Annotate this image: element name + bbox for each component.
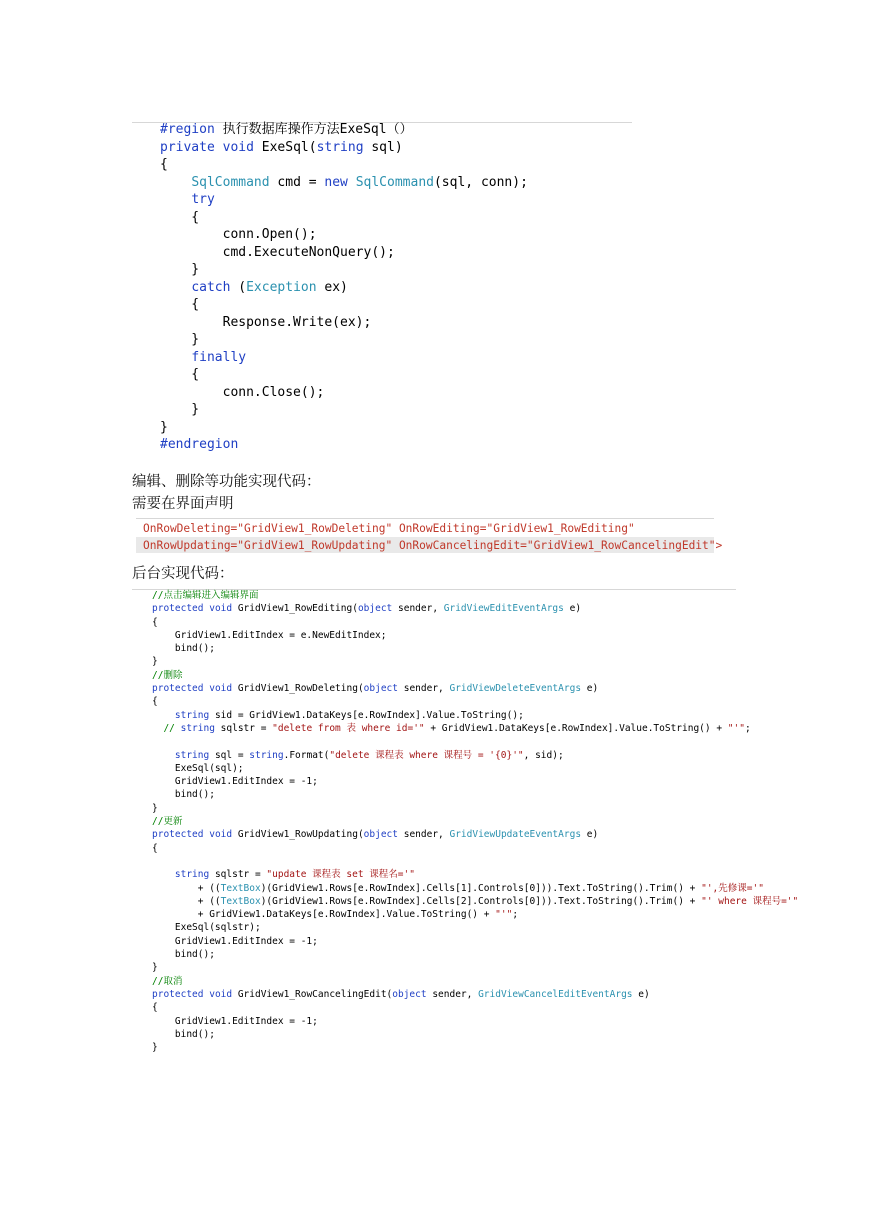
code-token: { [152,696,158,708]
code-token: } [160,332,200,347]
code-line [152,842,798,855]
code-token: protected [152,829,204,841]
code-line [152,629,798,642]
code-line [152,589,798,602]
code-line [152,895,798,908]
code-token [215,140,223,155]
code-line [160,261,528,279]
code-token: //更新 [152,816,183,828]
code-token: } [152,656,158,668]
code-line [152,988,798,1001]
code-line [152,655,798,668]
code-token: sid = GridView1.DataKeys[e.RowIndex].Value.ToString(); [209,709,524,721]
code-token: { [160,297,200,312]
code-token: bind(); [152,1028,215,1040]
code-line [152,1001,798,1014]
code-token: GridViewUpdateEventArgs [449,829,582,841]
code-token: TextBox [220,895,261,907]
code-token: sql = [209,749,250,761]
code-line [152,669,798,682]
code-token: GridView1.EditIndex = -1; [152,935,318,947]
code-line [160,191,528,209]
code-line [152,695,798,708]
code-token: bind(); [152,643,215,655]
code-line [160,279,528,297]
code-line [160,156,528,174]
code-line [160,331,528,349]
code-line [152,602,798,615]
code-line [152,802,798,815]
code-line [152,828,798,841]
code-token: ; [744,722,751,734]
code-token: string [180,722,215,734]
code-token: OnRowUpdating="GridView1_RowUpdating" OnRowCancelingEdit="GridView1_RowCancelingEdit"> [143,539,723,552]
code-token: ex) [316,279,348,295]
code-token [160,280,191,295]
code-token: sender, [426,988,479,1000]
code-token: )(GridView1.Rows[e.RowIndex].Cells[1].Controls[0])).Text.ToString().Trim() + [260,882,702,894]
code-token: sender, [398,829,450,841]
code-token: } [160,419,168,435]
code-token: "'" [727,722,745,734]
code-line [152,935,798,948]
code-token: } [160,262,200,277]
code-token: // [152,722,181,734]
code-token: sender, [398,683,450,695]
code-token: "delete 课程表 where 课程号 = '{0}'" [329,749,524,761]
code-line [152,975,798,988]
code-token: finally [191,349,247,365]
code-token: GridView1_RowEditing( [232,603,358,615]
code-token: GridViewCancelEditEventArgs [478,988,633,1000]
code-token: } [160,402,200,417]
code-token: protected [152,988,204,1000]
code-token: SqlCommand [355,174,434,190]
code-token: try [191,192,215,207]
code-token: "',先修课='" [701,882,764,894]
code-token: (sql, conn); [433,174,528,190]
code-token: private [160,139,215,155]
code-token [160,192,191,207]
code-token: GridView1.EditIndex = -1; [152,1015,318,1027]
code-line [160,384,528,402]
code-line [152,749,798,762]
code-token: { [152,1002,158,1014]
code-token: "delete from 表 where id='" [272,722,425,734]
code-token: ExeSql( [253,139,317,155]
code-token: ExeSql(sqlstr); [152,922,261,934]
code-token: string [174,749,210,761]
code-line [152,616,798,629]
code-line [160,401,528,419]
code-token: string [249,749,284,761]
code-token: } [152,962,158,974]
code-token: GridViewDeleteEventArgs [449,683,582,695]
code-line [152,735,798,748]
code-token: + GridView1.DataKeys[e.RowIndex].Value.ToString() + [424,722,728,734]
code-line [160,174,528,192]
code-token: sqlstr = [214,722,273,734]
code-line [152,682,798,695]
code-token [152,750,175,761]
code-line [152,961,798,974]
code-line [160,436,528,454]
prose-line-edit-delete: 编辑、删除等功能实现代码： [132,474,321,490]
code-token: Response.Write(ex); [160,314,372,330]
code-token: OnRowDeleting="GridView1_RowDeleting" OnRowEditing="GridView1_RowEditing" [143,522,635,535]
code-token: GridView1_RowDeleting( [232,683,364,695]
code-token: GridView1.EditIndex = e.NewEditIndex; [152,629,387,641]
code-token: Exception [246,279,317,295]
code-token [160,350,191,365]
code-token: { [160,209,200,225]
code-line [160,366,528,384]
code-token: #endregion [160,437,239,452]
code-token: protected [152,603,204,615]
code-token: GridView1_RowCancelingEdit( [232,988,393,1000]
code-token: e) [563,603,582,615]
code-line [152,1015,798,1028]
code-token: conn.Close(); [160,384,325,400]
code-line [152,908,798,921]
code-line [152,868,798,881]
code-token: { [160,367,200,382]
code-token: string [174,869,210,881]
code-token: object [357,603,393,615]
code-token: + (( [152,882,221,894]
code-token: e) [581,683,599,695]
code-token: object [392,988,427,1000]
code-token: "'" [495,909,513,921]
code-line [160,244,528,262]
code-token: GridView1_RowUpdating( [232,829,364,841]
code-line [160,121,528,139]
code-token: GridViewEditEventArgs [443,603,564,615]
code-token: e) [632,988,650,1000]
code-token: , sid); [523,749,564,761]
code-token: void [209,603,233,615]
code-token: ( [230,279,247,295]
code-token: sql) [363,139,403,155]
code-line [152,882,798,895]
code-block-exesql [160,121,528,454]
code-block-backend [152,589,798,1054]
code-token: .Format( [283,749,330,761]
code-line [152,1028,798,1041]
code-token: cmd.ExecuteNonQuery(); [160,244,395,260]
code-token: sqlstr = [209,869,267,881]
code-token [152,710,175,721]
code-token: e) [581,829,599,841]
code-token: 执行数据库操作方法ExeSql（） [214,122,413,137]
code-token: #region [160,122,215,137]
code-line [160,349,528,367]
code-line [160,419,528,437]
code-line [152,815,798,828]
prose-line-backend: 后台实现代码： [132,566,234,582]
code-token: ExeSql(sql); [152,762,244,774]
code-token: } [152,1042,158,1054]
code-line [160,314,528,332]
code-token: GridView1.EditIndex = -1; [152,776,318,788]
code-line [143,520,722,537]
code-token: "update 课程表 set 课程名='" [266,869,415,881]
code-token: { [152,842,158,854]
code-token: //点击编辑进入编辑界面 [152,590,259,601]
code-token [348,175,356,190]
code-line [160,209,528,227]
code-token: + (( [152,895,221,907]
markup-top-rule [136,518,714,519]
prose-line-declare: 需要在界面声明 [132,496,234,512]
code-line [160,296,528,314]
code-token: } [152,802,158,814]
clipped-code-line [160,454,630,460]
code-token: conn.Open(); [160,227,317,242]
code-token: { [160,157,168,172]
code-line [152,855,798,868]
code-line [152,762,798,775]
code-token: void [209,988,233,1000]
code-line [160,139,528,157]
code-token: string [174,709,210,721]
code-line [152,722,798,735]
code-token: string [316,139,364,155]
code-line [152,921,798,934]
code-line [143,537,722,554]
code-token: TextBox [220,882,261,894]
code-block-markup [143,520,722,554]
code-token: sender, [392,603,444,615]
code-token: void [222,139,254,155]
code-token: )(GridView1.Rows[e.RowIndex].Cells[2].Controls[0])).Text.ToString().Trim() + [260,895,702,907]
code-line [152,788,798,801]
code-token: bind(); [152,949,215,961]
code-line [152,775,798,788]
code-token: catch [191,279,231,295]
code-token: { [152,616,158,628]
code-token: //取消 [152,975,183,987]
code-token [152,869,175,880]
code-token: void [209,829,233,841]
code-token: protected [152,683,204,695]
code-token: ; [512,909,519,921]
code-token: //删除 [152,669,183,681]
code-token: object [363,829,398,841]
code-token: "' where 课程号='" [701,895,799,907]
code-token: new [324,174,348,190]
code-token: void [209,683,233,695]
code-token: object [363,683,398,695]
code-line [160,226,528,244]
code-token: SqlCommand [191,174,270,190]
code-token: + GridView1.DataKeys[e.RowIndex].Value.ToString() + [152,909,496,921]
code-line [152,1041,798,1054]
code-line [152,642,798,655]
code-line [152,948,798,961]
code-token: bind(); [152,789,215,801]
code-line [152,709,798,722]
code-token: cmd = [269,174,325,190]
code-token [160,175,191,190]
